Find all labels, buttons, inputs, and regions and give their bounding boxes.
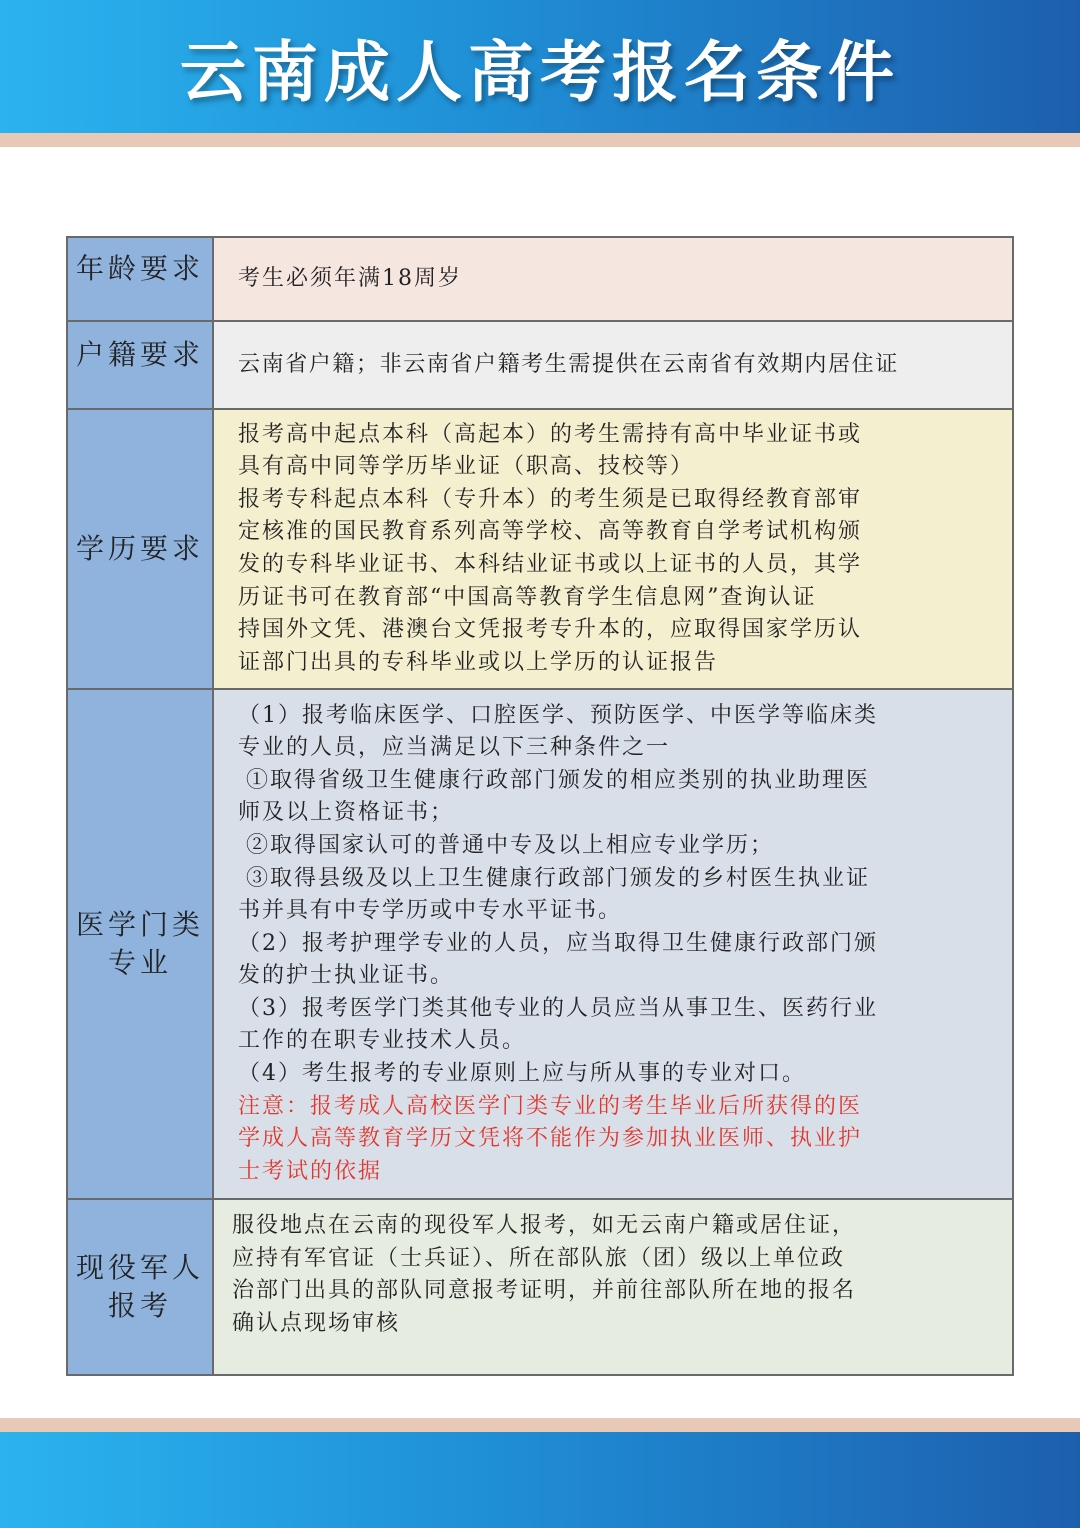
row-content-age: [213, 237, 1013, 321]
row-label-hukou: [67, 321, 213, 409]
content-line: 书并具有中专学历或中专水平证书。: [238, 898, 623, 924]
table-row-education: [67, 409, 1013, 689]
table-row-medical: [67, 689, 1013, 1199]
content-line: 师及以上资格证书；: [238, 800, 455, 826]
row-label-line: 医学门类: [75, 908, 204, 941]
content-line: （1）报考临床医学、口腔医学、预防医学、中医学等临床类: [238, 702, 878, 728]
content-line: 持国外文凭、港澳台文凭报考专升本的，应取得国家学历认: [238, 617, 863, 643]
content-line: （3）报考医学门类其他专业的人员应当从事卫生、医药行业: [238, 995, 878, 1021]
row-label-line: 学历要求: [75, 532, 204, 565]
header-stripe: [0, 133, 1080, 147]
content-line: 云南省户籍；非云南省户籍考生需提供在云南省有效期内居住证: [238, 351, 899, 377]
content-line: （4）考生报考的专业原则上应与所从事的专业对口。: [238, 1061, 806, 1087]
content-line: 历证书可在教育部“中国高等教育学生信息网”查询认证: [238, 584, 817, 610]
requirements-table: [66, 236, 1014, 1376]
row-label-line: 现役军人: [75, 1251, 204, 1284]
page-title: 云南成人高考报名条件: [180, 33, 900, 111]
content-line: 服役地点在云南的现役军人报考，如无云南户籍或居住证，: [232, 1213, 857, 1238]
content-line: 报考高中起点本科（高起本）的考生需持有高中毕业证书或: [238, 421, 863, 447]
row-content-education: [213, 409, 1013, 689]
content-line: ①取得省级卫生健康行政部门颁发的相应类别的执业助理医: [246, 767, 871, 793]
content-line: 应持有军官证（士兵证）、所在部队旅（团）级以上单位政: [232, 1245, 846, 1271]
row-label-education: [67, 409, 213, 689]
row-label-line: 专业: [107, 946, 172, 979]
content-line: 具有高中同等学历毕业证（职高、技校等）: [238, 454, 695, 480]
table-row-age: [67, 237, 1013, 321]
row-content-medical: [213, 689, 1013, 1199]
content-line: 确认点现场审核: [232, 1310, 401, 1336]
footer-banner: [0, 1432, 1080, 1528]
content-line: 工作的在职专业技术人员。: [238, 1028, 527, 1054]
content-line: 报考专科起点本科（专升本）的考生须是已取得经教育部审: [238, 486, 863, 512]
note-line: 士考试的依据: [238, 1158, 383, 1184]
row-label-line: 户籍要求: [75, 338, 204, 371]
content-line: 发的护士执业证书。: [238, 963, 455, 989]
content-line: （2）报考护理学专业的人员，应当取得卫生健康行政部门颁: [238, 930, 878, 956]
table-row-hukou: [67, 321, 1013, 409]
content-line: 专业的人员，应当满足以下三种条件之一: [238, 735, 671, 761]
row-content-hukou: [213, 321, 1013, 409]
content-line: 治部门出具的部队同意报考证明，并前往部队所在地的报名: [232, 1278, 857, 1304]
content-line: 考生必须年满18周岁: [238, 265, 462, 291]
footer-stripe: [0, 1418, 1080, 1432]
row-label-line: 年龄要求: [75, 252, 204, 285]
row-content-military: [213, 1199, 1013, 1375]
content-line: ③取得县级及以上卫生健康行政部门颁发的乡村医生执业证: [246, 865, 871, 891]
table-row-military: [67, 1199, 1013, 1375]
row-label-medical: [67, 689, 213, 1199]
row-label-line: 报考: [107, 1289, 172, 1322]
row-label-military: [67, 1199, 213, 1375]
content-line: 发的专科毕业证书、本科结业证书或以上证书的人员，其学: [238, 552, 863, 577]
header-banner: [0, 0, 1080, 133]
row-label-age: [67, 237, 213, 321]
note-line: 注意：报考成人高校医学门类专业的考生毕业后所获得的医: [238, 1093, 863, 1119]
note-line: 学成人高等教育学历文凭将不能作为参加执业医师、执业护: [238, 1126, 863, 1152]
content-line: ②取得国家认可的普通中专及以上相应专业学历；: [246, 832, 775, 858]
content-line: 定核准的国民教育系列高等学校、高等教育自学考试机构颁: [238, 519, 863, 545]
content-line: 证部门出具的专科毕业或以上学历的认证报告: [238, 649, 719, 675]
